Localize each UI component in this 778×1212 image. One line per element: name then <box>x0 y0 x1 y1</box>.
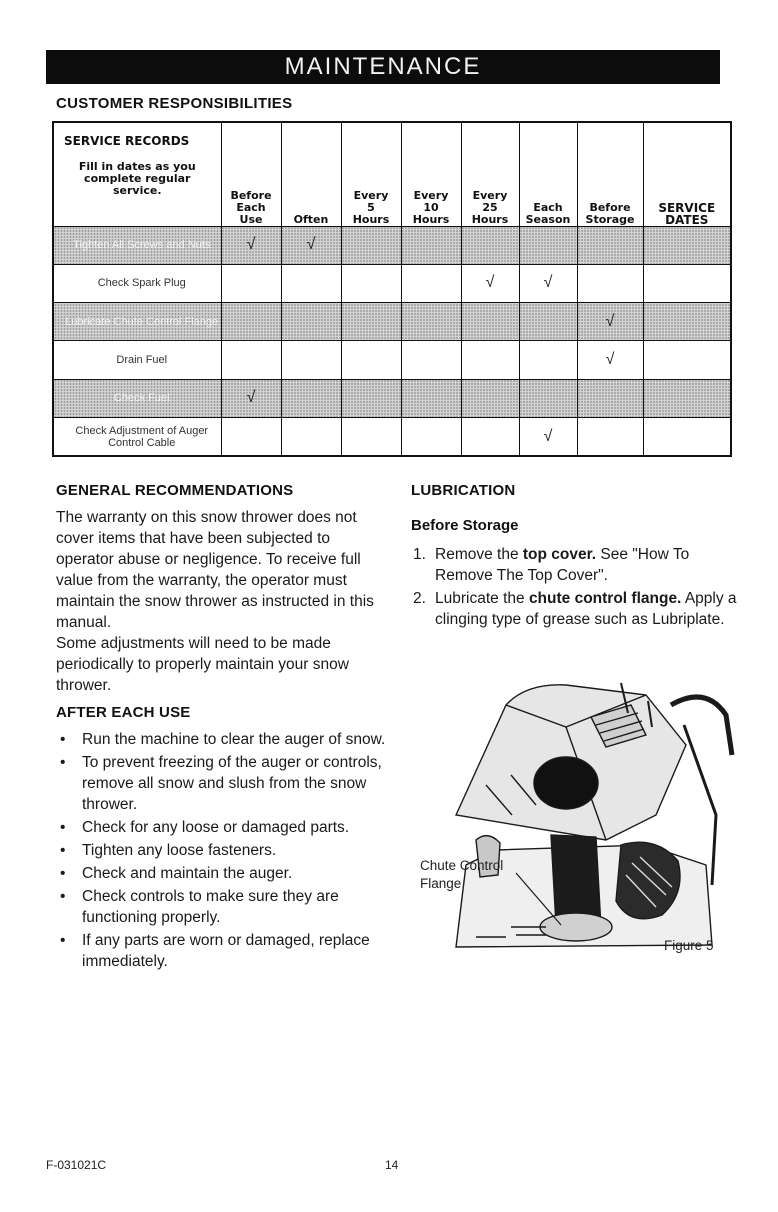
empty-cell <box>221 418 281 456</box>
empty-cell <box>461 341 519 379</box>
list-item: • To prevent freezing of the auger or controls, remove all snow and slush from the snow thrower. <box>56 752 386 815</box>
empty-cell <box>341 379 401 417</box>
table-row <box>53 226 731 264</box>
empty-cell <box>643 303 731 341</box>
empty-cell <box>643 418 731 456</box>
empty-cell <box>577 418 643 456</box>
list-item: • Check and maintain the auger. <box>56 863 386 884</box>
list-item: • If any parts are worn or damaged, replace immediately. <box>56 930 386 972</box>
list-item: • Run the machine to clear the auger of snow. <box>56 729 386 750</box>
empty-cell <box>519 303 577 341</box>
empty-cell <box>281 341 341 379</box>
general-para-1: The warranty on this snow thrower does not cover items that have been subjected to operator abuse or negligence. To receive full value from the warranty, the operator must maintain the snow thrower as instructed in this manual. <box>56 509 374 631</box>
empty-cell <box>281 303 341 341</box>
check-mark: √ <box>221 379 281 417</box>
step-bold: chute control flange. <box>528 590 682 607</box>
lubrication-step-2 <box>411 588 741 630</box>
col-line: Before <box>589 200 631 214</box>
figure-label-line: Flange <box>420 876 462 891</box>
col-line: Use <box>239 212 263 226</box>
empty-cell <box>643 226 731 264</box>
col-every-10-hours <box>401 122 461 226</box>
col-line: 5 <box>367 200 375 214</box>
empty-cell <box>341 341 401 379</box>
col-line: Every <box>413 188 449 202</box>
general-para-2: Some adjustments will need to be made periodically to properly maintain your snow thrower. <box>56 635 349 694</box>
table-row <box>53 303 731 341</box>
list-item: • Check controls to make sure they are functioning properly. <box>56 886 386 928</box>
check-mark: √ <box>519 264 577 302</box>
col-line: Each <box>533 200 563 214</box>
section-banner: MAINTENANCE <box>46 50 720 84</box>
figure-label-line: Chute Control <box>420 858 504 873</box>
check-mark: √ <box>577 303 643 341</box>
empty-cell <box>281 418 341 456</box>
empty-cell <box>221 303 281 341</box>
empty-cell <box>221 341 281 379</box>
col-line: 25 <box>482 200 498 214</box>
lubrication-step-1 <box>411 544 741 586</box>
empty-cell <box>577 226 643 264</box>
empty-cell <box>519 341 577 379</box>
col-every-25-hours <box>461 122 519 226</box>
col-before-each-use <box>221 122 281 226</box>
empty-cell <box>643 341 731 379</box>
empty-cell <box>341 303 401 341</box>
service-records-table <box>52 121 732 457</box>
empty-cell <box>519 379 577 417</box>
col-line: Season <box>525 212 571 226</box>
task-cell: Tighten All Screws and Nuts <box>53 226 221 264</box>
step-text: See "How To Remove The Top Cover". <box>435 546 690 584</box>
col-every-5-hours <box>341 122 401 226</box>
list-item: • Tighten any loose fasteners. <box>56 840 386 861</box>
empty-cell <box>341 264 401 302</box>
empty-cell <box>519 226 577 264</box>
step-text: Apply a clinging type of grease such as Lubriplate. <box>435 590 737 628</box>
step-text: Lubricate the <box>435 590 529 607</box>
empty-cell <box>341 226 401 264</box>
before-storage-subtitle: Before Storage <box>411 517 519 534</box>
col-each-season <box>519 122 577 226</box>
task-cell: Check Fuel <box>53 379 221 417</box>
list-item: • Check for any loose or damaged parts. <box>56 817 386 838</box>
chute-control-flange-label <box>420 857 503 893</box>
service-records-title: SERVICE RECORDS <box>64 134 190 148</box>
empty-cell <box>643 379 731 417</box>
check-mark: √ <box>281 226 341 264</box>
empty-cell <box>401 418 461 456</box>
table-row <box>53 341 731 379</box>
left-column <box>56 480 386 974</box>
right-column <box>411 480 741 632</box>
col-often <box>281 122 341 226</box>
check-mark: √ <box>577 341 643 379</box>
desc-line: service. <box>112 184 162 197</box>
step-text: Remove the <box>435 546 523 563</box>
empty-cell <box>577 379 643 417</box>
figure-caption: Figure 5 <box>664 938 714 953</box>
table-row <box>53 264 731 302</box>
empty-cell <box>401 303 461 341</box>
table-row <box>53 379 731 417</box>
empty-cell <box>577 264 643 302</box>
desc-line: Fill in dates as you <box>78 160 196 173</box>
desc-line: complete regular <box>84 172 191 185</box>
step-bold: top cover. <box>522 546 597 563</box>
after-each-use-title: AFTER EACH USE <box>56 704 191 721</box>
empty-cell <box>401 341 461 379</box>
after-each-use-list <box>56 729 386 972</box>
col-line: 10 <box>423 200 439 214</box>
empty-cell <box>401 226 461 264</box>
empty-cell <box>461 226 519 264</box>
col-line: Each <box>236 200 266 214</box>
check-mark: √ <box>221 226 281 264</box>
task-cell: Check Adjustment of Auger Control Cable <box>53 418 221 456</box>
col-line: SERVICE <box>658 200 716 215</box>
task-cell: Lubricate Chute Control Flange <box>53 303 221 341</box>
task-cell: Check Spark Plug <box>53 264 221 302</box>
step-number: 1. <box>413 546 426 563</box>
step-number: 2. <box>413 590 426 607</box>
customer-responsibilities-title: CUSTOMER RESPONSIBILITIES <box>56 95 293 112</box>
empty-cell <box>341 418 401 456</box>
col-before-storage <box>577 122 643 226</box>
service-records-desc <box>54 161 221 197</box>
document-code: F-031021C <box>46 1158 107 1172</box>
col-service-dates <box>643 122 731 226</box>
empty-cell <box>281 379 341 417</box>
col-line: Every <box>472 188 508 202</box>
empty-cell <box>461 303 519 341</box>
figure-5 <box>416 665 736 955</box>
page-number: 14 <box>385 1158 399 1172</box>
table-header-row <box>53 122 731 226</box>
col-line: Every <box>353 188 389 202</box>
general-recommendations-title: GENERAL RECOMMENDATIONS <box>56 482 294 499</box>
col-line: Storage <box>585 212 635 226</box>
table-body <box>53 226 731 456</box>
service-records-header <box>53 122 221 226</box>
snow-thrower-illustration <box>416 665 736 955</box>
col-line: Hours <box>352 212 390 226</box>
col-line: Often <box>293 212 329 226</box>
empty-cell <box>643 264 731 302</box>
empty-cell <box>461 418 519 456</box>
check-mark: √ <box>461 264 519 302</box>
col-line: Before <box>230 188 272 202</box>
empty-cell <box>461 379 519 417</box>
task-cell: Drain Fuel <box>53 341 221 379</box>
empty-cell <box>401 379 461 417</box>
col-line: DATES <box>665 212 709 227</box>
check-mark: √ <box>519 418 577 456</box>
empty-cell <box>281 264 341 302</box>
lubrication-steps <box>411 544 741 630</box>
empty-cell <box>221 264 281 302</box>
lubrication-title: LUBRICATION <box>411 482 516 499</box>
table-row <box>53 418 731 456</box>
empty-cell <box>401 264 461 302</box>
col-line: Hours <box>471 212 509 226</box>
col-line: Hours <box>412 212 450 226</box>
